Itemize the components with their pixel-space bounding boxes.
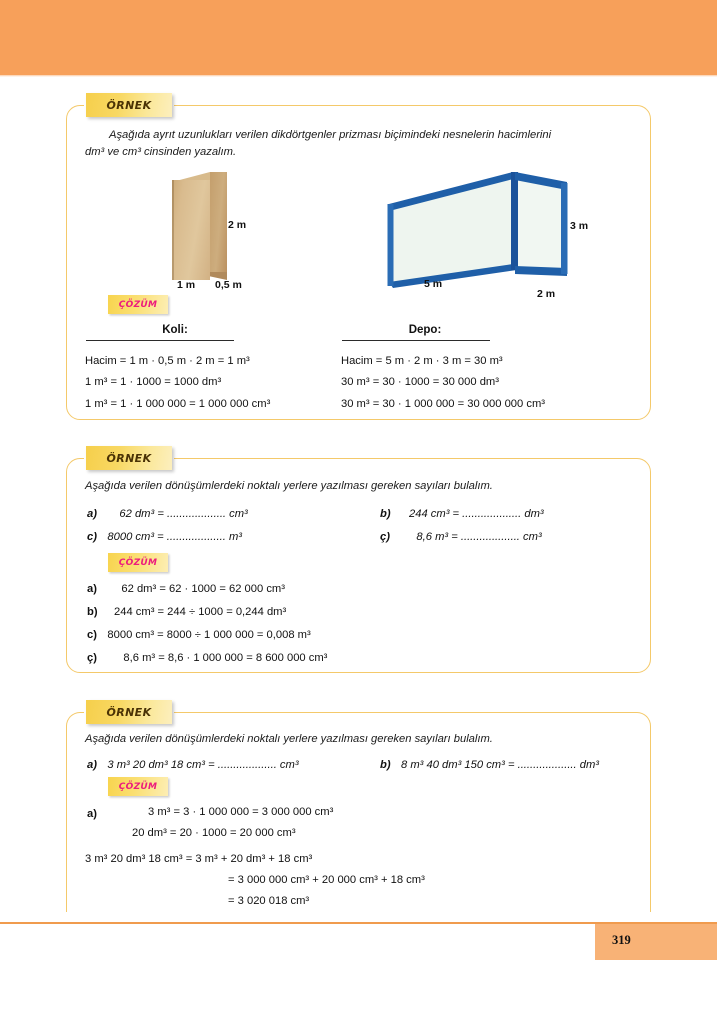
page-number: 319 <box>612 933 631 947</box>
example-3-ornek-tab <box>86 700 172 724</box>
example-2-solution-b <box>87 602 286 621</box>
example-2-question-c <box>87 527 242 546</box>
example-2-intro: Aşağıda verilen dönüşümlerdeki noktalı yerlere yazılması gereken sayıları bulalım. <box>85 480 493 492</box>
warehouse-height-label: 3 m <box>570 220 589 232</box>
example-2-solution-c-marker: c) <box>87 629 97 641</box>
example-3-cozum-badge <box>108 777 168 796</box>
depo-line-1: Hacim = 5 m · 2 m · 3 m = 30 m³ <box>341 355 503 367</box>
example-3-solution-line-4: = 3 000 000 cm³ + 20 000 cm³ + 18 cm³ <box>228 874 425 886</box>
example-2-cozum-badge <box>108 553 168 572</box>
koli-line-1: Hacim = 1 m · 0,5 m · 2 m = 1 m³ <box>85 355 250 367</box>
example-2-ornek-label: ÖRNEK <box>106 451 152 465</box>
example-3-question-b-marker: b) <box>380 759 391 771</box>
example-2-question-c-text: 8000 cm³ = ................... m³ <box>107 531 243 543</box>
warehouse-svg <box>385 168 580 293</box>
box-side-face <box>210 172 227 272</box>
example-2-ornek-tab <box>86 446 172 470</box>
warehouse-length-label: 5 m <box>424 278 443 290</box>
glass-warehouse-figure <box>385 168 580 293</box>
example-3-intro: Aşağıda verilen dönüşümlerdeki noktalı yerlere yazılması gereken sayıları bulalım. <box>85 733 493 745</box>
example-2-solution-a <box>87 579 285 598</box>
box-front-left-edge <box>172 180 174 280</box>
example-3-solution-marker-row <box>87 804 97 822</box>
example-2-solution-c-text: 8000 cm³ = 8000 ÷ 1 000 000 = 0,008 m³ <box>107 629 311 641</box>
example-2-question-a <box>87 504 248 523</box>
warehouse-front-glass <box>517 176 567 272</box>
example-3-solution-line-3: 3 m³ 20 dm³ 18 cm³ = 3 m³ + 20 dm³ + 18 cm³ <box>85 853 313 865</box>
example-2-solution-a-marker: a) <box>87 583 97 595</box>
depo-line-3: 30 m³ = 30 · 1 000 000 = 30 000 000 cm³ <box>341 398 545 410</box>
box-front-face <box>172 180 210 280</box>
solution-heading-koli: Koli: <box>162 324 188 336</box>
example-2-question-b-marker: b) <box>380 508 391 520</box>
example-3-question-b <box>380 755 599 774</box>
example-2-solution-cedilla-text: 8,6 m³ = 8,6 · 1 000 000 = 8 600 000 cm³ <box>123 652 328 664</box>
example-1-cozum-badge <box>108 295 168 314</box>
example-1-cozum-label: ÇÖZÜM <box>118 299 158 310</box>
example-2-question-a-marker: a) <box>87 508 97 520</box>
example-3-solution-line-2: 20 dm³ = 20 · 1000 = 20 000 cm³ <box>132 827 296 839</box>
example-2-question-a-text: 62 dm³ = ................... cm³ <box>119 508 248 520</box>
box-width-label: 1 m <box>177 279 196 291</box>
example-2-solution-b-text: 244 cm³ = 244 ÷ 1000 = 0,244 dm³ <box>114 606 287 618</box>
example-2-question-cedilla-marker: ç) <box>380 531 390 543</box>
warehouse-depth-label: 2 m <box>537 288 556 300</box>
koli-line-2: 1 m³ = 1 · 1000 = 1000 dm³ <box>85 376 222 388</box>
example-2-solution-cedilla <box>87 648 327 667</box>
example-2-question-c-marker: c) <box>87 531 97 543</box>
example-3-cozum-label: ÇÖZÜM <box>118 781 158 792</box>
example-3-question-a-text: 3 m³ 20 dm³ 18 cm³ = ................... cm³ <box>107 759 299 771</box>
depo-line-2: 30 m³ = 30 · 1000 = 30 000 dm³ <box>341 376 499 388</box>
example-1-intro-line2: dm³ ve cm³ cinsinden yazalım. <box>85 146 237 158</box>
example-2-cozum-label: ÇÖZÜM <box>118 557 158 568</box>
example-3-solution-line-1: 3 m³ = 3 · 1 000 000 = 3 000 000 cm³ <box>148 806 334 818</box>
page-top-banner-shadow <box>0 75 717 77</box>
example-2-solution-c <box>87 625 311 644</box>
example-2-question-b-text: 244 cm³ = ................... dm³ <box>409 508 544 520</box>
example-3-question-a-marker: a) <box>87 759 97 771</box>
solution-heading-depo: Depo: <box>408 324 442 336</box>
example-3-solution-line-5: = 3 020 018 cm³ <box>228 895 310 907</box>
solution-rule-koli <box>86 340 234 341</box>
page-top-banner <box>0 0 717 75</box>
example-2-question-cedilla-text: 8,6 m³ = ................... cm³ <box>416 531 542 543</box>
example-3-question-a <box>87 755 299 774</box>
example-2-solution-b-marker: b) <box>87 606 98 618</box>
koli-line-3: 1 m³ = 1 · 1 000 000 = 1 000 000 cm³ <box>85 398 271 410</box>
example-2-question-b <box>380 504 544 523</box>
example-1-intro-line1: Aşağıda ayrıt uzunlukları verilen dikdörtgenler prizması biçimindeki nesnelerin hacimlerini <box>109 129 552 141</box>
example-3-ornek-label: ÖRNEK <box>106 705 152 719</box>
warehouse-mid-post <box>511 172 518 270</box>
example-3-question-b-text: 8 m³ 40 dm³ 150 cm³ = ................... dm³ <box>401 759 600 771</box>
warehouse-front-post <box>561 183 568 274</box>
example-1-ornek-label: ÖRNEK <box>106 98 152 112</box>
warehouse-back-post <box>388 204 394 286</box>
example-2-question-cedilla <box>380 527 542 546</box>
box-depth-label: 0,5 m <box>215 279 242 291</box>
solution-rule-depo <box>342 340 490 341</box>
example-2-solution-a-text: 62 dm³ = 62 · 1000 = 62 000 cm³ <box>121 583 285 595</box>
example-1-ornek-tab <box>86 93 172 117</box>
example-2-solution-cedilla-marker: ç) <box>87 652 97 664</box>
example-1-intro <box>85 127 635 161</box>
example-3-solution-marker: a) <box>87 808 97 820</box>
cardboard-box-figure <box>172 172 230 284</box>
box-height-label: 2 m <box>228 219 247 231</box>
